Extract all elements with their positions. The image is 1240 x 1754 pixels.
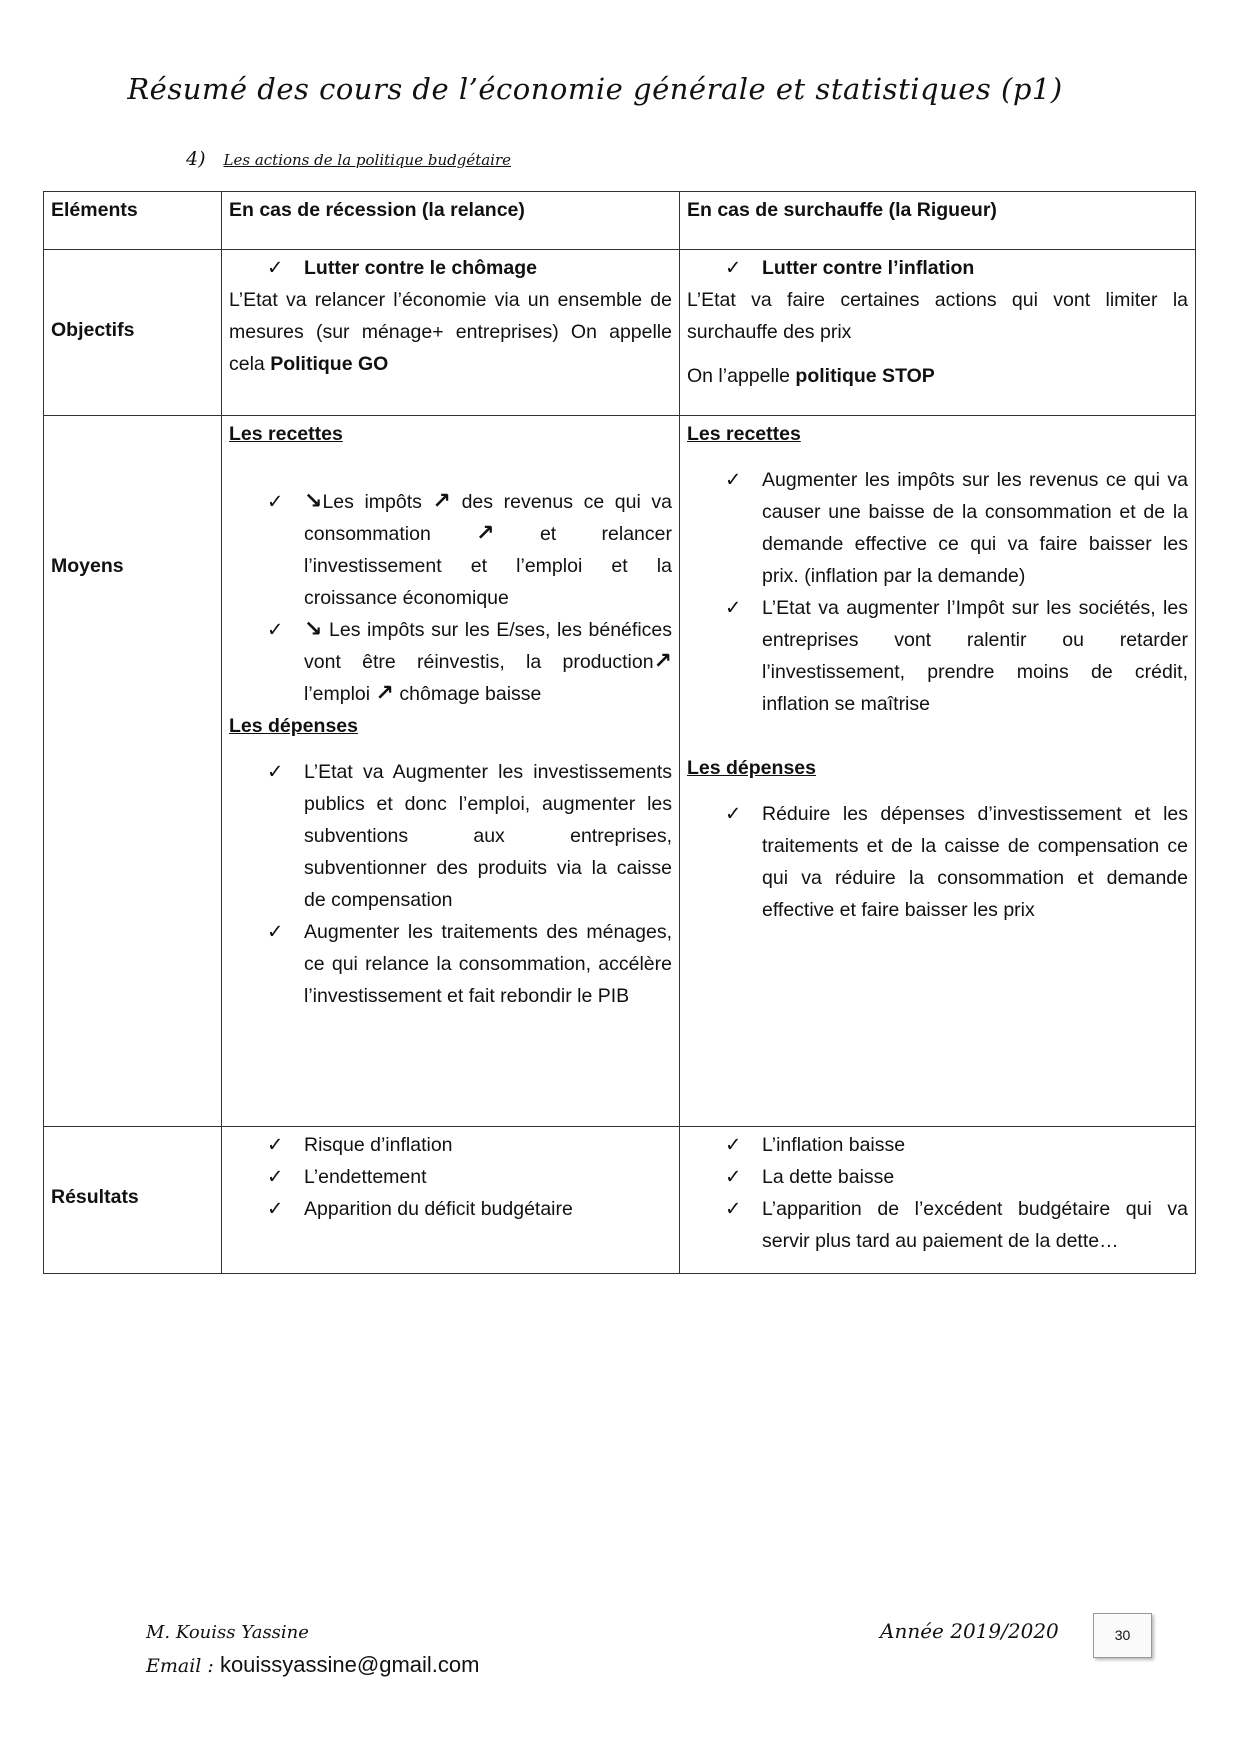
recettes-list-rigueur (687, 464, 1188, 720)
depenses-list-rigueur (687, 798, 1188, 926)
list-item: ✓ La dette baisse (687, 1161, 1188, 1193)
section-heading (186, 148, 511, 170)
check-icon: ✓ (725, 597, 742, 619)
objectif-rigueur-name: On l’appelle politique STOP (687, 365, 935, 387)
footer-email (146, 1652, 479, 1678)
section-label: Les actions de la politique budgétaire (223, 151, 512, 169)
footer-email-address[interactable]: kouissyassine@gmail.com (219, 1652, 480, 1677)
cell-objectifs-rigueur (680, 250, 1196, 416)
row-label-moyens: Moyens (44, 416, 222, 1127)
list-item: ✓ Réduire les dépenses d’investissement et les traitements et de la caisse de compensation ce qui va réduire la consommation et demande effective et faire baisser les prix (687, 798, 1188, 926)
page-title: Résumé des cours de l’économie générale et statistiques (p1) (127, 72, 1063, 106)
arrow-down-icon: ↘ (304, 488, 323, 513)
recettes-title-rigueur: Les recettes (687, 423, 801, 445)
cell-moyens-relance (222, 416, 680, 1127)
check-icon: ✓ (267, 921, 284, 943)
page-number: 30 (1093, 1613, 1152, 1658)
list-item: ✓ ↘Les impôts ↗ des revenus ce qui va consommation ↗ et relancer l’investissement et l’emploi et la croissance économique (267, 488, 673, 609)
list-item: ✓ Augmenter les traitements des ménages, ce qui relance la consommation, accélère l’investissement et fait rebondir le PIB (229, 916, 672, 1012)
depenses-list-relance (229, 756, 672, 1012)
objectif-rigueur: Lutter contre l’inflation (762, 257, 975, 279)
row-label-resultats: Résultats (44, 1127, 222, 1274)
recettes-title-relance: Les recettes (229, 423, 343, 445)
check-icon: ✓ (725, 1166, 742, 1188)
header-elements: Eléments (44, 192, 222, 250)
depenses-title-rigueur: Les dépenses (687, 757, 816, 779)
list-item: ✓ Augmenter les impôts sur les revenus ce qui va causer une baisse de la consommation et de la demande effective ce qui va faire baisser les prix. (inflation par la demande) (687, 464, 1188, 592)
cell-resultats-relance (222, 1127, 680, 1274)
cell-resultats-rigueur (680, 1127, 1196, 1274)
list-item: ✓ L’Etat va augmenter l’Impôt sur les sociétés, les entreprises vont ralentir ou retarder l’investissement, prendre moins de crédit, inflation se maîtrise (687, 592, 1188, 720)
check-icon: ✓ (725, 1198, 742, 1220)
list-item: ✓ Risque d’inflation (229, 1129, 672, 1161)
check-icon: ✓ (267, 619, 284, 641)
arrow-up-icon: ↗ (476, 520, 495, 545)
list-item: ✓ L’inflation baisse (687, 1129, 1188, 1161)
list-item: ✓ ↘ Les impôts sur les E/ses, les bénéfices vont être réinvestis, la production↗ l’emploi ↗ chômage baisse (267, 616, 672, 705)
objectif-relance-text: L’Etat va relancer l’économie via un ensemble de mesures (sur ménage+ entreprises) On appelle cela Politique GO (229, 289, 672, 375)
cell-moyens-rigueur (680, 416, 1196, 1127)
table-header-row (44, 192, 1196, 250)
footer-year: Année 2019/2020 (880, 1619, 1059, 1643)
arrow-down-icon: ↘ (304, 616, 323, 641)
budget-policy-table (43, 191, 1196, 1274)
header-recession: En cas de récession (la relance) (222, 192, 680, 250)
footer-email-label: Email : (146, 1655, 214, 1677)
check-icon: ✓ (267, 1198, 284, 1220)
section-number: 4) (186, 148, 206, 170)
list-item: ✓ Apparition du déficit budgétaire (229, 1193, 672, 1225)
footer-author: M. Kouiss Yassine (146, 1622, 309, 1643)
check-icon: ✓ (267, 1134, 284, 1156)
check-icon: ✓ (725, 1134, 742, 1156)
check-icon: ✓ (267, 491, 284, 513)
row-label-objectifs: Objectifs (44, 250, 222, 416)
arrow-up-icon: ↗ (432, 488, 451, 513)
row-objectifs (44, 250, 1196, 416)
check-icon: ✓ (267, 1166, 284, 1188)
objectif-rigueur-text: L’Etat va faire certaines actions qui vont limiter la surchauffe des prix (687, 289, 1188, 343)
check-icon: ✓ (267, 761, 284, 783)
row-moyens (44, 416, 1196, 1127)
check-icon: ✓ (725, 257, 742, 279)
objectif-relance: Lutter contre le chômage (304, 257, 537, 279)
check-icon: ✓ (267, 257, 284, 279)
depenses-title-relance: Les dépenses (229, 715, 358, 737)
recettes-list-relance (229, 486, 672, 710)
arrow-up-icon: ↗ (375, 680, 394, 705)
list-item: ✓ L’apparition de l’excédent budgétaire qui va servir plus tard au paiement de la dette… (687, 1193, 1188, 1257)
list-item: ✓ L’Etat va Augmenter les investissements publics et donc l’emploi, augmenter les subventions aux entreprises, subventionner des produits via la caisse de compensation (229, 756, 672, 916)
list-item: ✓ L’endettement (229, 1161, 672, 1193)
arrow-up-icon: ↗ (653, 648, 672, 673)
header-surchauffe: En cas de surchauffe (la Rigueur) (680, 192, 1196, 250)
check-icon: ✓ (725, 803, 742, 825)
check-icon: ✓ (725, 469, 742, 491)
cell-objectifs-relance (222, 250, 680, 416)
row-resultats (44, 1127, 1196, 1274)
